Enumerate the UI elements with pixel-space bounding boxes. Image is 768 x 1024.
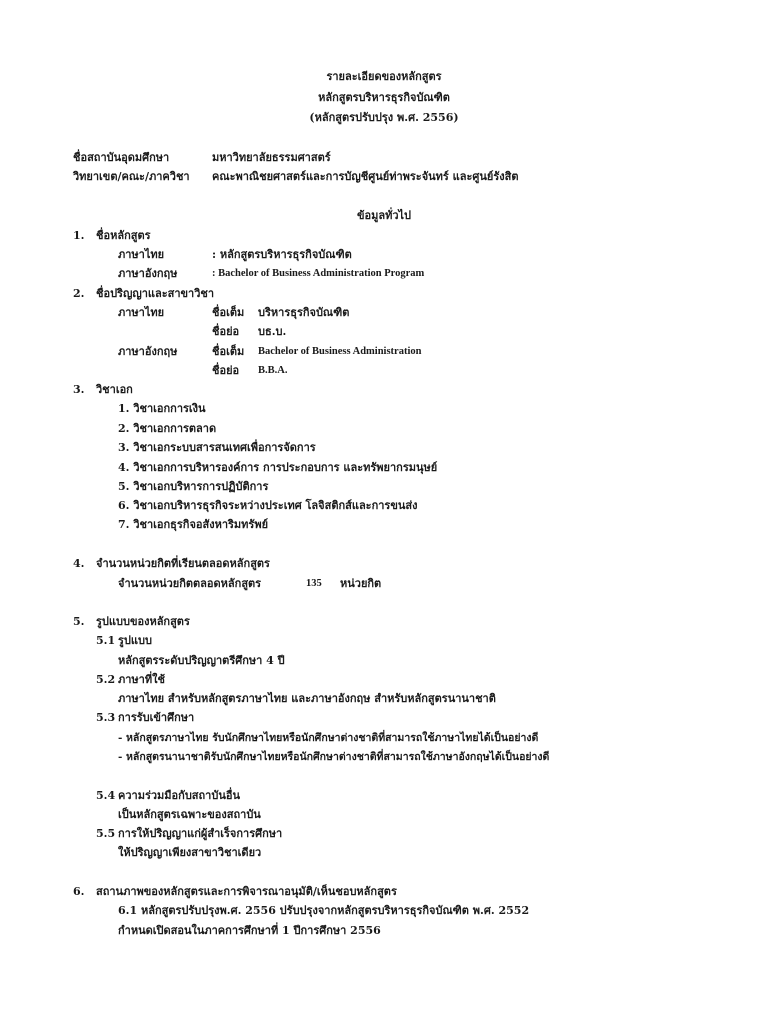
s2-eng-short-label: ชื่อย่อ	[212, 364, 240, 377]
s4-credits-value: 135	[306, 578, 322, 589]
s5-4-num: 5.4	[96, 789, 116, 802]
section-title: ข้อมูลทั่วไป	[356, 209, 412, 222]
s2-thai-short-value: บธ.บ.	[258, 325, 287, 338]
s3-num: 3.	[73, 383, 85, 396]
major-item: 7. วิชาเอกธุรกิจอสังหาริมทรัพย์	[118, 518, 269, 531]
s1-eng-label: ภาษาอังกฤษ	[118, 267, 178, 280]
s2-thai-label: ภาษาไทย	[118, 306, 165, 319]
s4-num: 4.	[73, 557, 85, 570]
s6-title: สถานภาพของหลักสูตรและการพิจารณาอนุมัติ/เห็นชอบหลักสูตร	[96, 885, 397, 898]
s5-3-title: การรับเข้าศึกษา	[118, 711, 195, 724]
s5-1-num: 5.1	[96, 634, 116, 647]
s5-num: 5.	[73, 615, 85, 628]
s2-eng-short-value: B.B.A.	[258, 365, 288, 376]
s2-num: 2.	[73, 287, 85, 300]
s5-1-text: หลักสูตรระดับปริญญาตรีศึกษา 4 ปี	[118, 654, 285, 667]
s2-thai-full-value: บริหารธุรกิจบัณฑิต	[258, 306, 350, 319]
institution-label: ชื่อสถาบันอุดมศึกษา	[73, 151, 170, 164]
doc-title: รายละเอียดของหลักสูตร	[326, 70, 442, 83]
s1-title: ชื่อหลักสูตร	[96, 229, 151, 242]
major-item: 6. วิชาเอกบริหารธุรกิจระหว่างประเทศ โลจิสติกส์และการขนส่ง	[118, 499, 418, 512]
program-title: หลักสูตรบริหารธุรกิจบัณฑิต	[318, 91, 450, 104]
faculty-value: คณะพาณิชยศาสตร์และการบัญชีศูนย์ท่าพระจันทร์ และศูนย์รังสิต	[212, 170, 519, 183]
s6-num: 6.	[73, 885, 85, 898]
program-revision: (หลักสูตรปรับปรุง พ.ศ. 2556)	[309, 111, 459, 124]
s5-1-title: รูปแบบ	[118, 634, 152, 647]
s5-2-title: ภาษาที่ใช้	[118, 673, 165, 686]
s5-5-num: 5.5	[96, 827, 116, 840]
s2-eng-label: ภาษาอังกฤษ	[118, 345, 178, 358]
admission-item: - หลักสูตรภาษาไทย รับนักศึกษาไทยหรือนักศึกษาต่างชาติที่สามารถใช้ภาษาไทยได้เป็นอย่างดี	[118, 732, 539, 744]
major-item: 2. วิชาเอกการตลาด	[118, 422, 217, 435]
s4-credits-unit: หน่วยกิต	[340, 577, 382, 590]
s5-5-text: ให้ปริญญาเพียงสาขาวิชาเดียว	[118, 846, 262, 859]
s5-5-title: การให้ปริญญาแก่ผู้สำเร็จการศึกษา	[118, 827, 283, 840]
major-item: 1. วิชาเอกการเงิน	[118, 402, 206, 415]
s5-3-num: 5.3	[96, 711, 116, 724]
s5-2-text: ภาษาไทย สำหรับหลักสูตรภาษาไทย และภาษาอังกฤษ สำหรับหลักสูตรนานาชาติ	[118, 692, 496, 705]
s2-thai-short-label: ชื่อย่อ	[212, 325, 240, 338]
s1-thai-label: ภาษาไทย	[118, 248, 165, 261]
s2-title: ชื่อปริญญาและสาขาวิชา	[96, 287, 215, 300]
s5-title: รูปแบบของหลักสูตร	[96, 615, 190, 628]
institution-value: มหาวิทยาลัยธรรมศาสตร์	[212, 151, 331, 164]
s2-thai-full-label: ชื่อเต็ม	[212, 306, 245, 319]
s1-thai-value: : หลักสูตรบริหารธุรกิจบัณฑิต	[212, 248, 352, 261]
major-item: 3. วิชาเอกระบบสารสนเทศเพื่อการจัดการ	[118, 441, 316, 454]
faculty-label: วิทยาเขต/คณะ/ภาควิชา	[73, 170, 190, 183]
s6-line2: กำหนดเปิดสอนในภาคการศึกษาที่ 1 ปีการศึกษา 2556	[118, 924, 381, 937]
major-item: 5. วิชาเอกบริหารการปฏิบัติการ	[118, 480, 269, 493]
admission-item: - หลักสูตรนานาชาติรับนักศึกษาไทยหรือนักศึกษาต่างชาติที่สามารถใช้ภาษาอังกฤษได้เป็นอย่างดี	[118, 751, 550, 763]
s6-line1: 6.1 หลักสูตรปรับปรุงพ.ศ. 2556 ปรับปรุงจากหลักสูตรบริหารธุรกิจบัณฑิต พ.ศ. 2552	[118, 904, 530, 917]
s1-num: 1.	[73, 229, 85, 242]
s1-eng-value: : Bachelor of Business Administration Program	[212, 268, 425, 279]
s3-title: วิชาเอก	[96, 383, 133, 396]
s5-2-num: 5.2	[96, 673, 116, 686]
major-item: 4. วิชาเอกการบริหารองค์การ การประกอบการ และทรัพยากรมนุษย์	[118, 461, 438, 474]
s4-title: จำนวนหน่วยกิตที่เรียนตลอดหลักสูตร	[96, 557, 270, 570]
s5-4-title: ความร่วมมือกับสถาบันอื่น	[118, 789, 240, 802]
s2-eng-full-value: Bachelor of Business Administration	[258, 346, 422, 357]
s4-credits-label: จำนวนหน่วยกิตตลอดหลักสูตร	[118, 577, 262, 590]
s2-eng-full-label: ชื่อเต็ม	[212, 345, 245, 358]
s5-4-text: เป็นหลักสูตรเฉพาะของสถาบัน	[118, 808, 261, 821]
